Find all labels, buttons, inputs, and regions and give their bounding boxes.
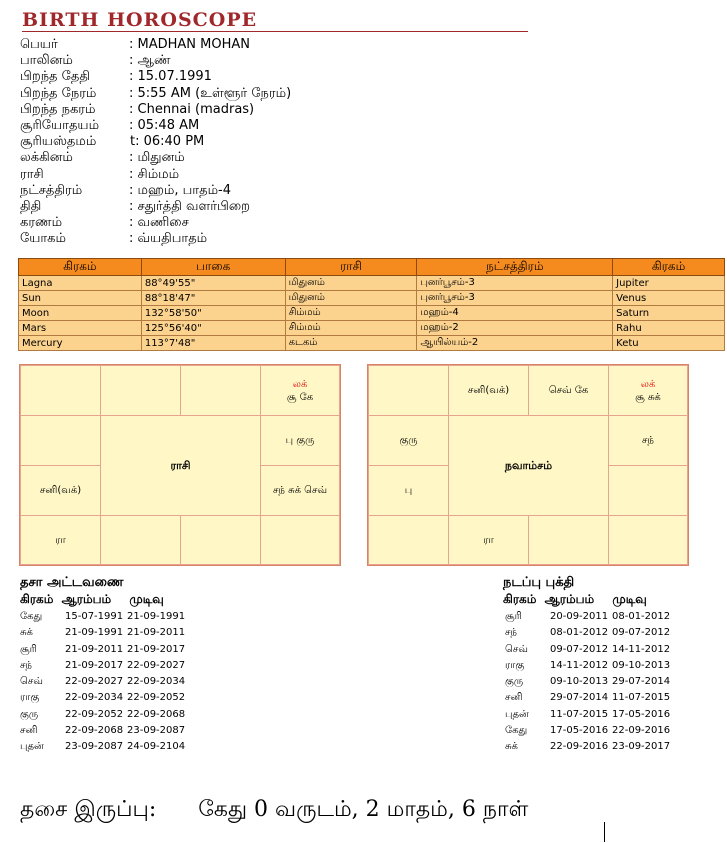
- detail-value: : சிம்மம்: [129, 166, 180, 182]
- table-cell: Jupiter: [613, 276, 725, 291]
- bhukti-end: 29-07-2014: [612, 676, 671, 688]
- dasa-planet: குரு: [20, 708, 39, 720]
- bhukti-end: 14-11-2012: [612, 643, 671, 655]
- bhukti-start: 09-10-2013: [550, 676, 609, 688]
- chart-house: [260, 365, 340, 416]
- detail-label: பிறந்த நேரம்: [20, 85, 97, 101]
- table-header-cell: ராசி: [285, 259, 417, 276]
- dasa-start: 22-09-2052: [65, 708, 124, 720]
- chart-house: ரா: [448, 515, 529, 565]
- chart-house: சனி(வக்): [20, 465, 101, 516]
- table-cell: மஹம்-2: [417, 321, 613, 336]
- detail-value: : மஹம், பாதம்-4: [129, 182, 231, 198]
- bhukti-start: 29-07-2014: [550, 692, 609, 704]
- dasa-end: 22-09-2034: [127, 676, 186, 688]
- table-cell: 125°56'40": [141, 321, 285, 336]
- list-item: [20, 642, 200, 658]
- detail-label: பிறந்த தேதி: [20, 69, 90, 85]
- dasa-balance: [20, 797, 528, 825]
- table-cell: 132°58'50": [141, 306, 285, 321]
- detail-label: ராசி: [20, 166, 44, 182]
- list-item: [20, 690, 200, 706]
- list-item: [505, 723, 705, 739]
- dasa-balance-label: தசை இருப்பு:: [20, 797, 157, 822]
- bhukti-planet: சனி: [505, 692, 523, 704]
- dasa-header-planet: கிரகம்: [20, 592, 54, 606]
- bhukti-start: 08-01-2012: [550, 627, 609, 639]
- dasa-end: 22-09-2052: [127, 692, 186, 704]
- dasa-planet: சந்: [20, 659, 32, 671]
- bhukti-start: 14-11-2012: [550, 659, 609, 671]
- chart-house: [608, 465, 688, 516]
- dasa-header: [20, 592, 164, 608]
- detail-value: : 15.07.1991: [129, 69, 212, 85]
- chart-center-label: நவாம்சம்: [448, 415, 609, 516]
- table-cell: Mercury: [19, 336, 142, 351]
- table-cell: மஹம்-4: [417, 306, 613, 321]
- text-cursor: [604, 822, 605, 842]
- table-cell: ஆயில்யம்-2: [417, 336, 613, 351]
- dasa-end: 22-09-2068: [127, 708, 186, 720]
- dasa-planet: சுக்: [20, 627, 33, 639]
- bhukti-start: 09-07-2012: [550, 643, 609, 655]
- list-item: [20, 609, 200, 625]
- lagna-marker: லக்: [640, 378, 656, 390]
- list-item: [20, 625, 200, 641]
- lagna-marker: லக்: [292, 378, 308, 390]
- dasa-list: [20, 609, 200, 756]
- detail-label: லக்கினம்: [20, 150, 73, 166]
- bhukti-planet: சூரி: [505, 611, 522, 622]
- table-cell: Mars: [19, 321, 142, 336]
- table-cell: புனர்பூசம்-3: [417, 276, 613, 291]
- dasa-planet: கேது: [20, 611, 43, 622]
- detail-label: பெயர்: [20, 37, 58, 52]
- bhukti-end: 08-01-2012: [612, 611, 671, 622]
- list-item: [505, 690, 705, 706]
- bhukti-title: நடப்பு புக்தி: [503, 575, 575, 590]
- detail-label: நட்சத்திரம்: [20, 182, 83, 198]
- list-item: [505, 658, 705, 674]
- table-cell: Lagna: [19, 276, 142, 291]
- dasa-planet: சூரி: [20, 643, 37, 655]
- detail-value: t: 06:40 PM: [130, 134, 205, 150]
- table-cell: Saturn: [613, 306, 725, 321]
- list-item: [20, 658, 200, 674]
- bhukti-planet: செவ்: [505, 643, 528, 655]
- dasa-start: 22-09-2068: [65, 725, 124, 737]
- detail-value: : மிதுனம்: [129, 150, 185, 166]
- dasa-end: 23-09-2087: [127, 725, 186, 737]
- table-cell: Moon: [19, 306, 142, 321]
- bhukti-end: 09-07-2012: [612, 627, 671, 639]
- detail-label: சூரியஸ்தமம்: [20, 134, 97, 150]
- table-cell: 88°49'55": [141, 276, 285, 291]
- bhukti-planet: சந்: [505, 627, 517, 639]
- chart-house: [528, 515, 609, 565]
- chart-house: [180, 365, 261, 416]
- bhukti-header-end: முடிவு: [612, 592, 647, 606]
- page-title: BIRTH HOROSCOPE: [22, 9, 258, 31]
- chart-house: [180, 515, 261, 565]
- detail-value: : Chennai (madras): [129, 101, 255, 117]
- dasa-end: 21-09-1991: [127, 611, 186, 622]
- dasa-planet: சனி: [20, 725, 38, 737]
- navamsa-chart: [367, 364, 689, 566]
- dasa-start: 15-07-1991: [65, 611, 124, 622]
- chart-house: [608, 515, 688, 565]
- dasa-start: 23-09-2087: [65, 741, 124, 753]
- dasa-balance-value: கேது 0 வருடம், 2 மாதம், 6 நாள்: [198, 797, 529, 822]
- table-row: [19, 321, 725, 336]
- chart-house: [20, 365, 101, 416]
- table-header-cell: பாகை: [141, 259, 285, 276]
- bhukti-planet: குரு: [505, 676, 524, 688]
- dasa-planet: செவ்: [20, 676, 43, 688]
- bhukti-planet: சுக்: [505, 741, 518, 753]
- rasi-chart: [19, 364, 341, 566]
- detail-value: : MADHAN MOHAN: [129, 37, 250, 52]
- detail-label: பிறந்த நகரம்: [20, 101, 96, 117]
- list-item: [20, 723, 200, 739]
- list-item: [505, 609, 705, 625]
- table-cell: 113°7'48": [141, 336, 285, 351]
- chart-house: சனி(வக்): [448, 365, 529, 416]
- list-item: [505, 739, 705, 755]
- chart-center-label: ராசி: [100, 415, 261, 516]
- dasa-start: 21-09-2017: [65, 659, 124, 671]
- title-underline: [22, 31, 528, 32]
- list-item: [20, 674, 200, 690]
- detail-label: சூரியோதயம்: [20, 117, 100, 133]
- bhukti-start: 22-09-2016: [550, 741, 609, 753]
- chart-house: சந் சுக் செவ்: [260, 465, 340, 516]
- dasa-start: 22-09-2034: [65, 692, 124, 704]
- bhukti-header-start: ஆரம்பம்: [544, 592, 595, 606]
- table-cell: கடகம்: [285, 336, 417, 351]
- chart-house: பு: [368, 465, 449, 516]
- bhukti-start: 20-09-2011: [550, 611, 609, 622]
- house-planets: சூ சுக்: [635, 391, 661, 403]
- bhukti-end: 23-09-2017: [612, 741, 671, 753]
- house-planets: சூ கே: [286, 391, 314, 403]
- detail-value: : வணிசை: [129, 215, 189, 231]
- chart-house: [20, 415, 101, 466]
- chart-house: செவ் கே: [528, 365, 609, 416]
- dasa-start: 21-09-2011: [65, 643, 124, 655]
- table-cell: சிம்மம்: [285, 321, 417, 336]
- dasa-end: 24-09-2104: [127, 741, 186, 753]
- planet-table: [18, 258, 725, 351]
- chart-house: [100, 515, 181, 565]
- list-item: [505, 625, 705, 641]
- list-item: [505, 707, 705, 723]
- chart-house: [368, 515, 449, 565]
- chart-house: [608, 365, 688, 416]
- chart-house: ரா: [20, 515, 101, 565]
- bhukti-planet: ராகு: [505, 659, 525, 671]
- table-cell: Rahu: [613, 321, 725, 336]
- bhukti-end: 11-07-2015: [612, 692, 671, 704]
- dasa-end: 22-09-2027: [127, 659, 186, 671]
- bhukti-header-planet: கிரகம்: [503, 592, 537, 606]
- table-cell: மிதுனம்: [285, 291, 417, 306]
- dasa-header-start: ஆரம்பம்: [61, 592, 112, 606]
- table-header-cell: நட்சத்திரம்: [417, 259, 613, 276]
- table-cell: Sun: [19, 291, 142, 306]
- chart-house: [260, 515, 340, 565]
- list-item: [20, 739, 200, 755]
- detail-label: பாலினம்: [20, 53, 73, 69]
- table-cell: Ketu: [613, 336, 725, 351]
- table-header-cell: கிரகம்: [613, 259, 725, 276]
- dasa-end: 21-09-2017: [127, 643, 186, 655]
- dasa-start: 21-09-1991: [65, 627, 124, 639]
- chart-house: [100, 365, 181, 416]
- table-row: [19, 306, 725, 321]
- detail-value: : ஆண்: [129, 53, 171, 69]
- table-row: [19, 276, 725, 291]
- list-item: [505, 642, 705, 658]
- chart-house: பு குரு: [260, 415, 340, 466]
- table-cell: புனர்பூசம்-3: [417, 291, 613, 306]
- bhukti-end: 17-05-2016: [612, 708, 671, 720]
- table-cell: சிம்மம்: [285, 306, 417, 321]
- table-row: [19, 291, 725, 306]
- bhukti-planet: புதன்: [505, 708, 529, 720]
- table-header-cell: கிரகம்: [19, 259, 142, 276]
- dasa-planet: ராகு: [20, 692, 40, 704]
- list-item: [20, 707, 200, 723]
- detail-label: திதி: [20, 198, 42, 214]
- chart-house: சந்: [608, 415, 688, 466]
- table-cell: Venus: [613, 291, 725, 306]
- chart-house: குரு: [368, 415, 449, 466]
- detail-value: : 5:55 AM (உள்ளூர் நேரம்): [129, 85, 292, 101]
- bhukti-list: [505, 609, 705, 756]
- dasa-planet: புதன்: [20, 741, 44, 753]
- bhukti-start: 17-05-2016: [550, 725, 609, 737]
- detail-value: : வ்யதிபாதம்: [129, 231, 208, 247]
- table-row: [19, 336, 725, 351]
- detail-label: கரணம்: [20, 215, 63, 231]
- dasa-title: தசா அட்டவணை: [20, 575, 124, 590]
- table-header-row: [19, 259, 725, 276]
- bhukti-planet: கேது: [505, 725, 528, 737]
- bhukti-start: 11-07-2015: [550, 708, 609, 720]
- chart-house: [368, 365, 449, 416]
- table-cell: 88°18'47": [141, 291, 285, 306]
- detail-label: யோகம்: [20, 231, 66, 247]
- bhukti-end: 22-09-2016: [612, 725, 671, 737]
- dasa-header-end: முடிவு: [129, 592, 164, 606]
- bhukti-header: [503, 592, 647, 608]
- bhukti-end: 09-10-2013: [612, 659, 671, 671]
- table-cell: மிதுனம்: [285, 276, 417, 291]
- detail-value: : சதுர்த்தி வளர்பிறை: [129, 198, 250, 214]
- dasa-start: 22-09-2027: [65, 676, 124, 688]
- dasa-end: 21-09-2011: [127, 627, 186, 639]
- list-item: [505, 674, 705, 690]
- detail-value: : 05:48 AM: [129, 117, 200, 133]
